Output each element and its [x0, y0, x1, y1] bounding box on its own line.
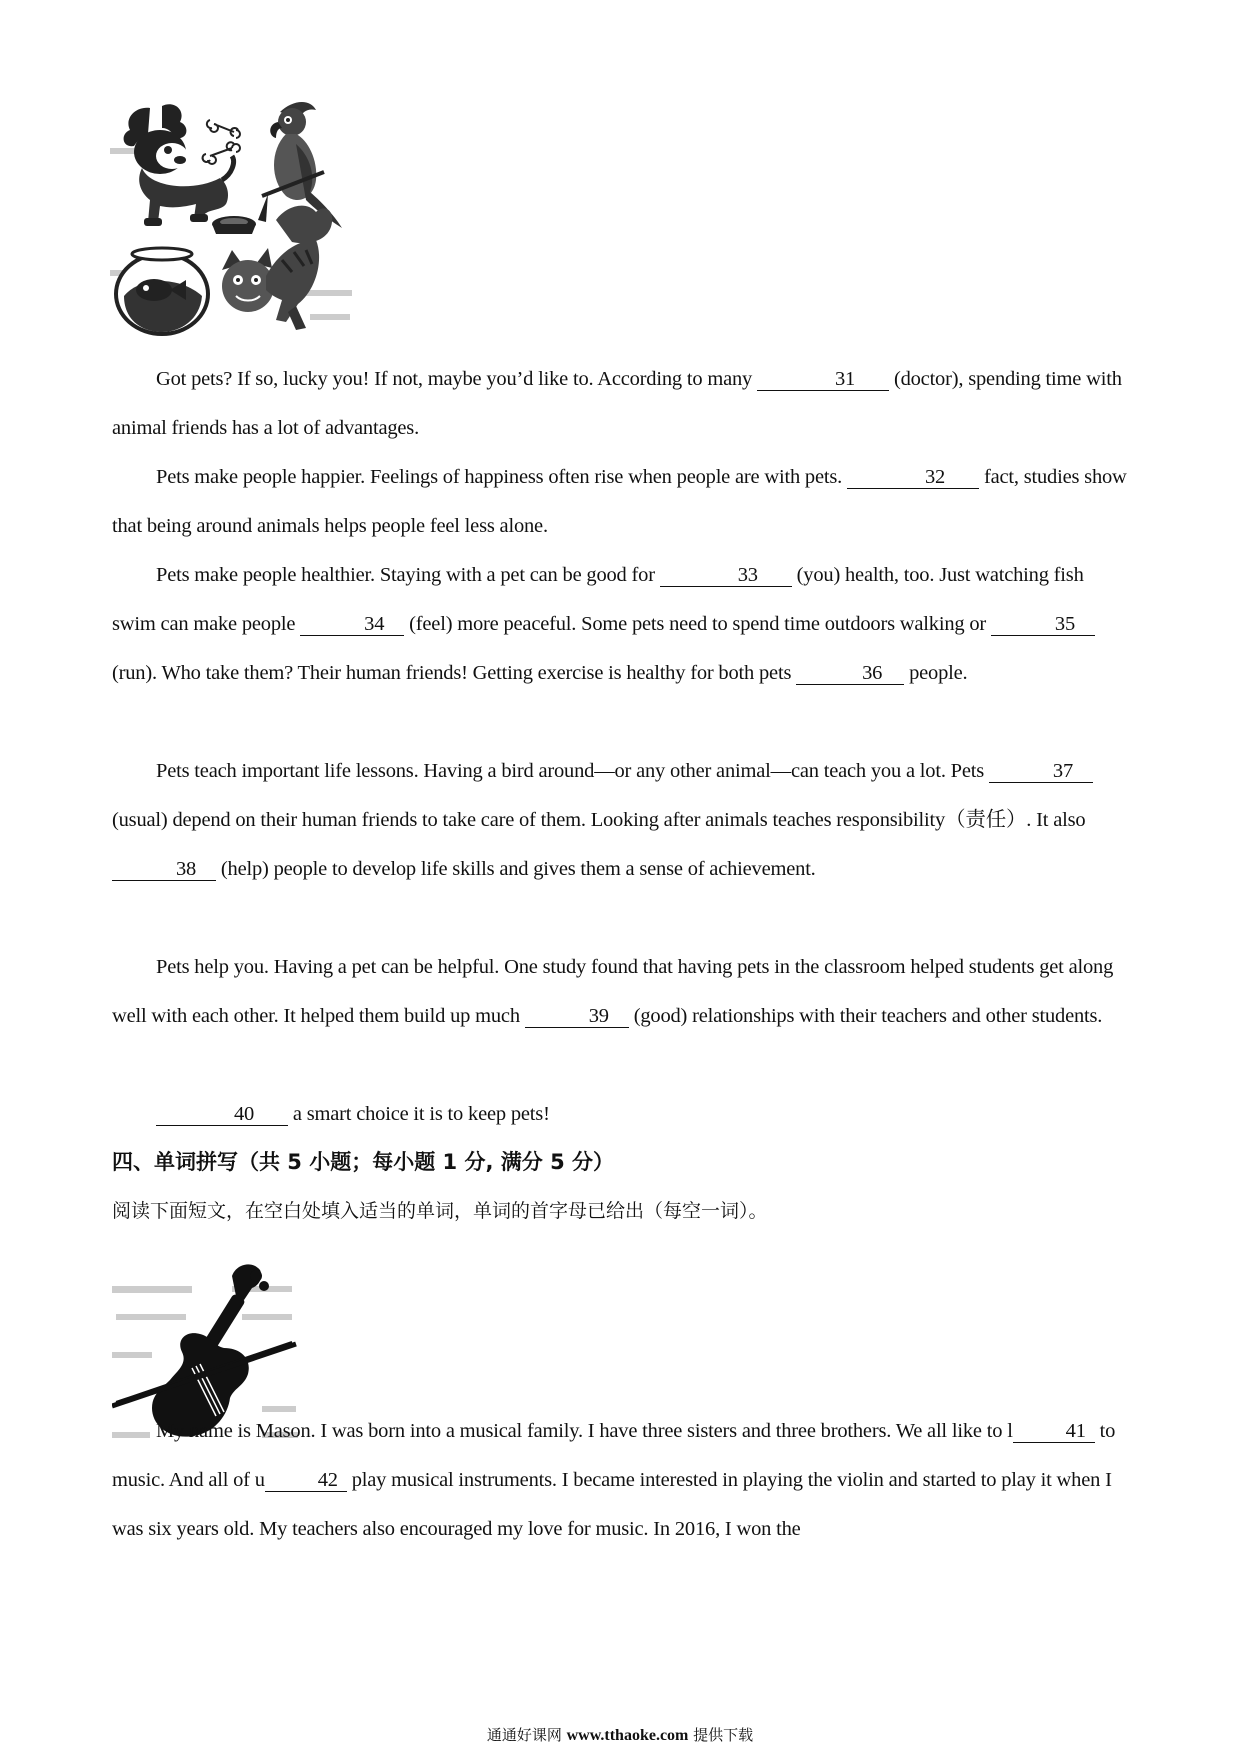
section-instruction: 阅读下面短文，在空白处填入适当的单词，单词的首字母已给出（每空一词）。	[112, 1200, 768, 1222]
passage1-paragraph1	[112, 355, 1132, 453]
paragraph-text: to music. And all of u	[112, 1420, 1116, 1491]
paragraph-text: My name is Mason. I was born into a musical family. I have three sisters and three brothers. We all like to	[156, 1420, 1008, 1442]
blank-38[interactable]: 38	[112, 858, 216, 881]
paragraph-text: Pets make people healthier. Staying with a pet can be good for	[156, 564, 660, 586]
blank-37[interactable]: 37	[989, 760, 1093, 783]
paragraph-text: (doctor), spending time with animal friends has a lot of advantages.	[112, 368, 1122, 439]
paragraph-text: a smart choice it is to keep pets!	[288, 1103, 550, 1125]
paragraph-text: (usual) depend on their human friends to take care of them. Looking after animals teaches responsibility（责任）. It also	[112, 809, 1086, 831]
footer-site-link[interactable]: www.tthaoke.com	[566, 1727, 689, 1744]
blank-34[interactable]: 34	[300, 613, 404, 636]
initial-letter-41: l	[1007, 1420, 1013, 1442]
paragraph-text: fact, studies show that being around animals helps people feel less alone.	[112, 466, 1127, 537]
passage2-paragraph1	[112, 1407, 1132, 1554]
blank-31[interactable]: 31	[757, 368, 889, 391]
passage1-paragraph6	[112, 1090, 1132, 1139]
dog-figure	[124, 104, 234, 226]
blank-33[interactable]: 33	[660, 564, 792, 587]
footer-left: 通通好课网	[486, 1726, 562, 1744]
section-heading: 四、单词拼写（共 5 小题；每小题 1 分, 满分 5 分）	[112, 1150, 614, 1174]
blank-32[interactable]: 32	[847, 466, 979, 489]
paragraph-text: people.	[904, 662, 968, 684]
page-footer	[0, 1724, 1240, 1745]
passage1-paragraph5	[112, 943, 1132, 1041]
blank-36[interactable]: 36	[796, 662, 904, 685]
blank-35[interactable]: 35	[991, 613, 1095, 636]
blank-40[interactable]: 40	[156, 1103, 288, 1126]
blank-39[interactable]: 39	[525, 1005, 629, 1028]
blank-42[interactable]: 42	[265, 1469, 347, 1492]
paragraph-text: Pets help you. Having a pet can be helpful. One study found that having pets in the classroom helped students get along well with each other. It helped them build up much	[112, 956, 1114, 1027]
paragraph-text: play musical instruments. I became interested in playing the violin and started to play it when I was six years old. My teachers also encouraged my love for music. In 2016, I won the	[112, 1469, 1112, 1540]
paragraph-text: Got pets? If so, lucky you! If not, maybe you’d like to. According to many	[156, 368, 758, 390]
fishbowl-figure	[116, 248, 208, 334]
paragraph-text: (run). Who take them? Their human friends! Getting exercise is healthy for both pets	[112, 662, 797, 684]
pets-illustration	[110, 100, 358, 352]
paragraph-text: (you) health, too. Just watching fish swim can make people	[112, 564, 1084, 635]
paragraph-text: (help) people to develop life skills and gives them a sense of achievement.	[216, 858, 816, 880]
paragraph-text: (good) relationships with their teachers and other students.	[628, 1005, 1103, 1027]
passage1-paragraph2	[112, 453, 1132, 551]
pet-bowl	[212, 216, 256, 234]
paragraph-text: Pets teach important life lessons. Having a bird around—or any other animal—can teach you a lot. Pets	[156, 760, 989, 782]
paragraph-text: (feel) more peaceful. Some pets need to spend time outdoors walking or	[404, 613, 991, 635]
blank-41[interactable]: 41	[1013, 1420, 1095, 1443]
passage1-paragraph4	[112, 747, 1132, 894]
passage1-paragraph3	[112, 551, 1132, 698]
paragraph-text: Pets make people happier. Feelings of happiness often rise when people are with pets.	[156, 466, 848, 488]
footer-right: 提供下载	[693, 1726, 754, 1744]
